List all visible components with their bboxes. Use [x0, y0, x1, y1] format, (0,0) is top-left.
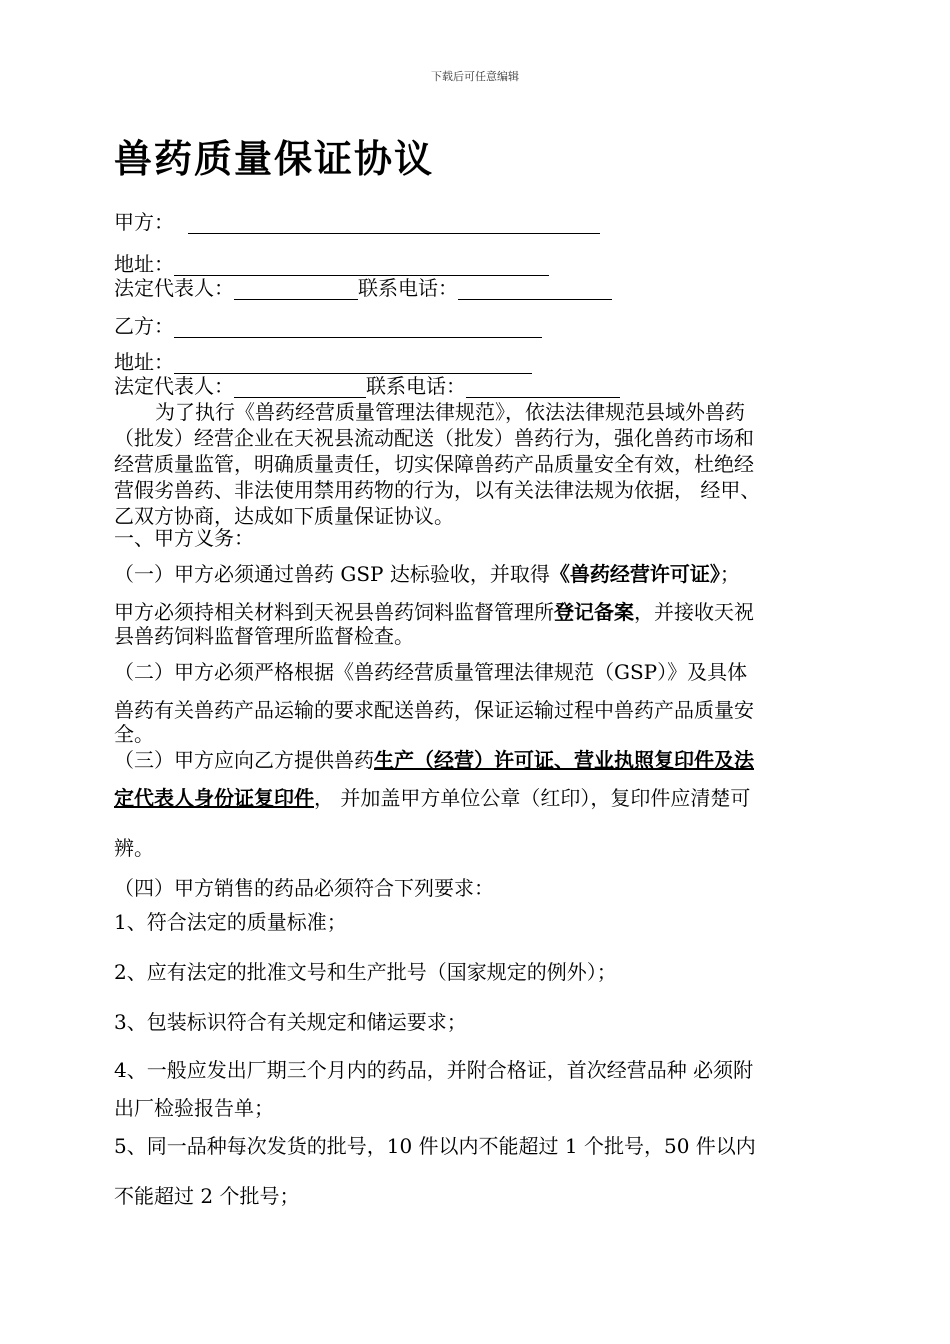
party-b-label: 乙方： — [114, 314, 174, 338]
item-3-bold-2: 定代表人身份证复印件 — [114, 786, 314, 810]
party-a-row — [114, 210, 600, 234]
requirement-2: 2、应有法定的批准文号和生产批号（国家规定的例外）； — [114, 960, 617, 984]
item-1-end: ； — [719, 562, 740, 586]
party-a-blank[interactable] — [188, 213, 600, 234]
requirement-4-line-2: 出厂检验报告单； — [114, 1096, 274, 1120]
party-b-blank[interactable] — [174, 317, 542, 338]
intro-line-5: 乙双方协商，达成如下质量保证协议。 — [114, 504, 454, 528]
intro-line-4: 营假劣兽药、非法使用禁用药物的行为，以有关法律法规为依据， 经甲、 — [114, 478, 761, 502]
item-3-line-2 — [114, 786, 750, 810]
item-3-rest: ， 并加盖甲方单位公章（红印），复印件应清楚可 — [314, 786, 751, 810]
party-a-label: 甲方： — [114, 210, 174, 234]
item-1b-bold: 登记备案 — [554, 600, 634, 624]
item-1-line-2 — [114, 600, 754, 624]
rep-b-row — [114, 374, 620, 398]
rep-a-row — [114, 276, 612, 300]
intro-line-3: 经营质量监管，明确质量责任，切实保障兽药产品质量安全有效，杜绝经 — [114, 452, 754, 476]
rep-b-blank[interactable] — [234, 377, 366, 398]
item-1b-end: ，并接收天祝 — [634, 600, 754, 624]
item-1 — [114, 562, 740, 586]
item-1b-text: 甲方必须持相关材料到天祝县兽药饲料监督管理所 — [114, 600, 554, 624]
item-3-text: （三）甲方应向乙方提供兽药 — [114, 748, 374, 772]
rep-b-label: 法定代表人： — [114, 374, 234, 398]
address-a-label: 地址： — [114, 252, 174, 276]
party-b-row — [114, 314, 542, 338]
phone-a-blank[interactable] — [458, 279, 612, 300]
address-a-row — [114, 252, 549, 276]
item-2-line-1: （二）甲方必须严格根据《兽药经营质量管理法律规范（GSP）》及具体 — [114, 660, 748, 684]
address-a-blank[interactable] — [174, 255, 549, 276]
item-1-text: （一）甲方必须通过兽药 GSP 达标验收，并取得 — [114, 562, 550, 586]
item-4: （四）甲方销售的药品必须符合下列要求： — [114, 876, 494, 900]
phone-a-label: 联系电话： — [358, 276, 458, 300]
intro-line-1: 为了执行《兽药经营质量管理法律规范》，依法法律规范县域外兽药 — [155, 400, 745, 424]
phone-b-label: 联系电话： — [366, 374, 466, 398]
address-b-blank[interactable] — [174, 353, 532, 374]
item-1-bold: 《兽药经营许可证》 — [549, 562, 720, 586]
intro-line-2: （批发）经营企业在天祝县流动配送（批发）兽药行为，强化兽药市场和 — [114, 426, 754, 450]
item-3-bold: 生产（经营）许可证、营业执照复印件及法 — [374, 748, 754, 772]
section-party-a-duties: 一、甲方义务： — [114, 526, 254, 550]
requirement-3: 3、包装标识符合有关规定和储运要求； — [114, 1010, 467, 1034]
phone-b-blank[interactable] — [466, 377, 620, 398]
address-b-label: 地址： — [114, 350, 174, 374]
rep-a-label: 法定代表人： — [114, 276, 234, 300]
requirement-4-line-1: 4、一般应发出厂期三个月内的药品，并附合格证，首次经营品种 必须附 — [114, 1058, 754, 1082]
document-title: 兽药质量保证协议 — [114, 136, 435, 181]
requirement-5-line-2: 不能超过 2 个批号； — [114, 1184, 300, 1208]
requirement-5-line-1: 5、同一品种每次发货的批号，10 件以内不能超过 1 个批号，50 件以内 — [114, 1134, 756, 1158]
item-3-line-3: 辨。 — [114, 836, 154, 860]
item-2-line-2: 兽药有关兽药产品运输的要求配送兽药，保证运输过程中兽药产品质量安 — [114, 698, 754, 722]
item-2-line-3: 全。 — [114, 722, 154, 746]
rep-a-blank[interactable] — [234, 279, 358, 300]
page-header: 下载后可任意编辑 — [431, 70, 519, 83]
item-1-line-3: 县兽药饲料监督管理所监督检查。 — [114, 624, 414, 648]
address-b-row — [114, 350, 532, 374]
requirement-1: 1、符合法定的质量标准； — [114, 910, 347, 934]
item-3-line-1 — [114, 748, 754, 772]
